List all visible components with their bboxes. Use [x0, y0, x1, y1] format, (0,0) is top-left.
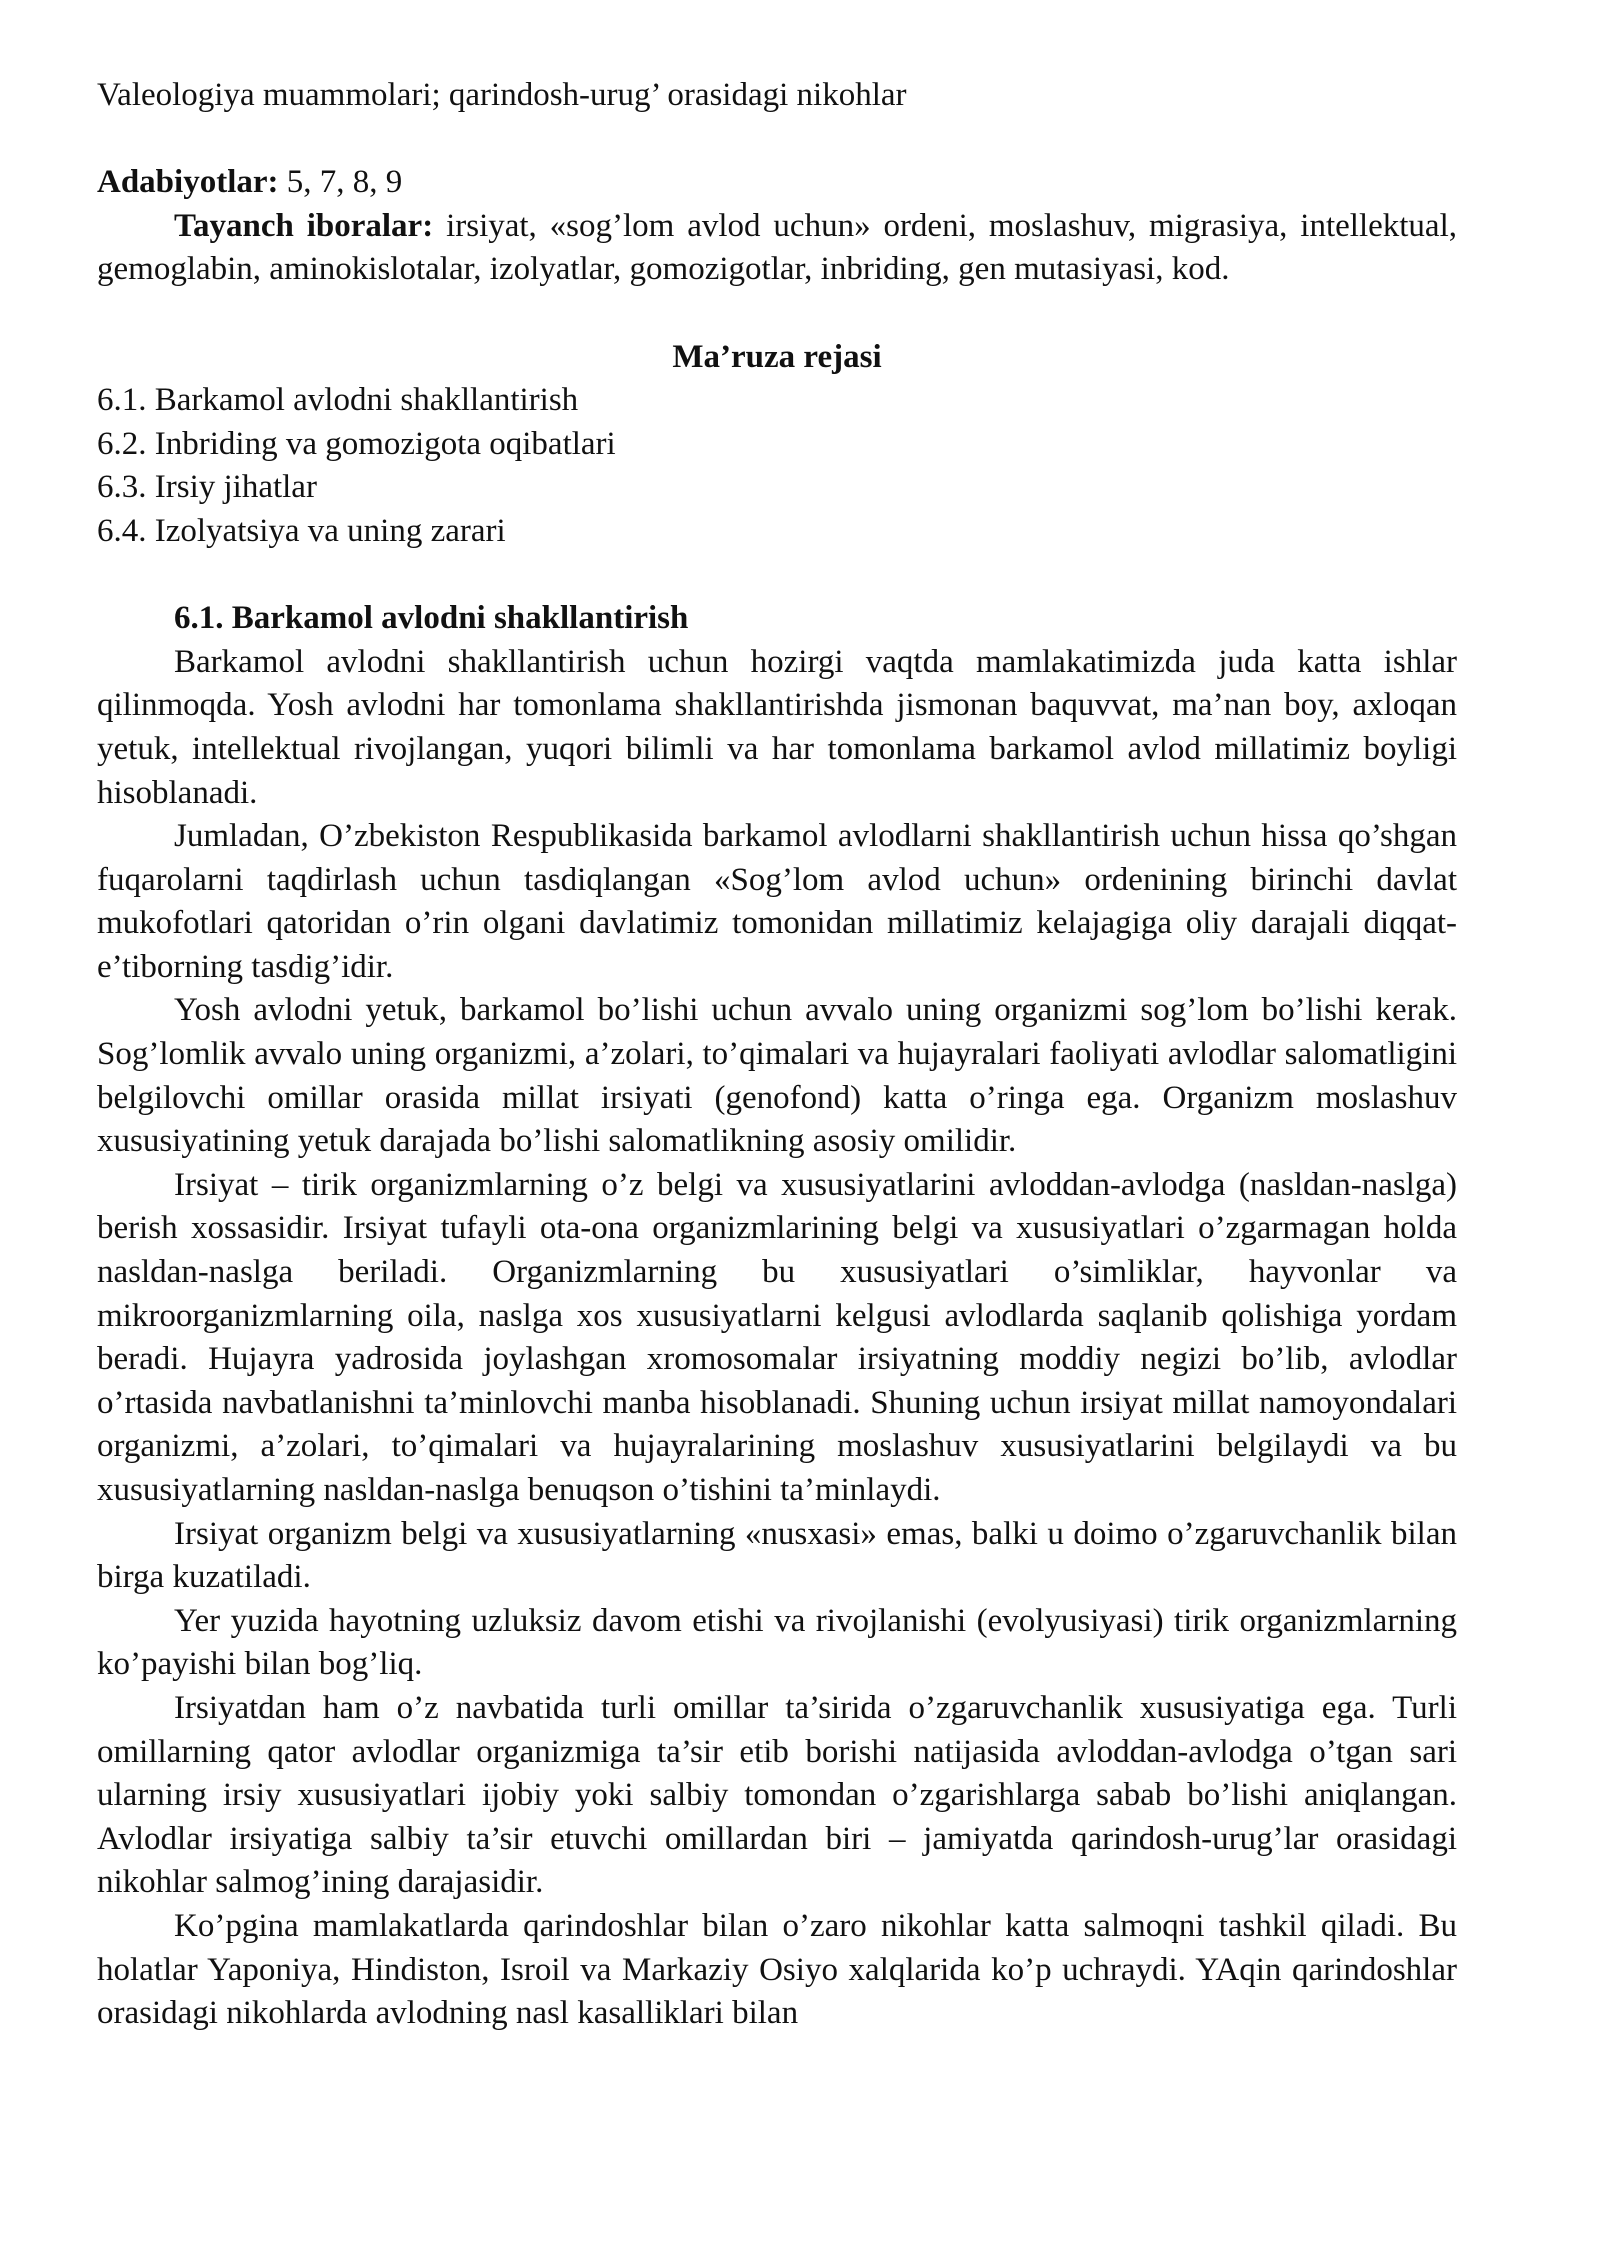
keywords-value: irsiyat, «sog’lom avlod uchun» ordeni, moslashuv, migrasiya, intellektual, gemoglabin, aminokislotalar, izolyatlar, gomozigotlar, inbriding, gen mutasiyasi, kod.: [97, 207, 1457, 288]
keywords-paragraph: [97, 205, 1457, 292]
literature-line: [97, 161, 1457, 205]
literature-value: 5, 7, 8, 9: [278, 164, 403, 201]
body-paragraph: Yer yuzida hayotning uzluksiz davom etishi va rivojlanishi (evolyusiyasi) tirik organizmlarning ko’payishi bilan bog’liq.: [97, 1602, 1457, 1683]
topic-line: Valeologiya muammolari; qarindosh-urug’ orasidagi nikohlar: [97, 77, 907, 113]
literature-label: Adabiyotlar:: [97, 164, 279, 201]
spacer: [97, 554, 1457, 598]
document-page: [97, 74, 1457, 2036]
body-paragraph: Irsiyat – tirik organizmlarning o’z belgi va xususiyatlarini avloddan-avlodga (nasldan-naslga) berish xossasidir. Irsiyat tufayli ota-ona organizmlarining belgi va xususiyatlari o’zgarmagan holda nasldan-naslga beriladi. Organizmlarning bu xususiyatlari o’simliklar, hayvonlar va mikroorganizmlarning oila, naslga xos xususiyatlarni kelgusi avlodlarda saqlanib qolishiga yordam beradi. Hujayra yadrosida joylashgan xromosomalar irsiyatning moddiy negizi bo’lib, avlodlar o’rtasida navbatlanishni ta’minlovchi manba hisoblanadi. Shuning uchun irsiyat millat namoyondalari organizmi, a’zolari, to’qimalari va hujayralarining moslashuv xususiyatlarini belgilaydi va bu xususiyatlarning nasldan-naslga benuqson o’tishini ta’minlaydi.: [97, 1166, 1457, 1508]
body-paragraph: Yosh avlodni yetuk, barkamol bo’lishi uchun avvalo uning organizmi sog’lom bo’lishi kerak. Sog’lomlik avvalo uning organizmi, a’zolari, to’qimalari va hujayralari faoliyati avlodlar salomatligini belgilovchi omillar orasida millat irsiyati (genofond) katta o’ringa ega. Organizm moslashuv xususiyatining yetuk darajada bo’lishi salomatlikning asosiy omilidir.: [97, 992, 1457, 1160]
body-paragraph: Irsiyat organizm belgi va xususiyatlarning «nusxasi» emas, balki u doimo o’zgaruvchanlik bilan birga kuzatiladi.: [97, 1515, 1457, 1596]
spacer: [97, 292, 1457, 336]
section-heading: 6.1. Barkamol avlodni shakllantirish: [174, 600, 689, 637]
body-paragraph: Jumladan, O’zbekiston Respublikasida barkamol avlodlarni shakllantirish uchun hissa qo’shgan fuqarolarni taqdirlash uchun tasdiqlangan «Sog’lom avlod uchun» ordenining birinchi davlat mukofotlari qatoridan o’rin olgani davlatimiz tomonidan millatimiz kelajagiga oliy darajali diqqat-e’tiborning tasdig’idir.: [97, 818, 1457, 985]
plan-item: 6.1. Barkamol avlodni shakllantirish: [97, 382, 579, 419]
body-paragraph: Ko’pgina mamlakatlarda qarindoshlar bilan o’zaro nikohlar katta salmoqni tashkil qiladi. Bu holatlar Yaponiya, Hindiston, Isroil va Markaziy Osiyo xalqlarida ko’p uchraydi. YAqin qarindoshlar orasidagi nikohlarda avlodning nasl kasalliklari bilan: [97, 1907, 1457, 2032]
plan-item: 6.3. Irsiy jihatlar: [97, 469, 317, 506]
plan-title: Ma’ruza rejasi: [672, 338, 882, 375]
keywords-label: Tayanch iboralar:: [174, 207, 434, 244]
body-paragraph: Irsiyatdan ham o’z navbatida turli omillar ta’sirida o’zgaruvchanlik xususiyatiga ega. Turli omillarning qator avlodlar organizmiga ta’sir etib borishi natijasida avloddan-avlodga o’tgan sari ularning irsiy xususiyatlari ijobiy yoki salbiy tomondan o’zgarishlarga sabab bo’lishi aniqlangan. Avlodlar irsiyatiga salbiy ta’sir etuvchi omillardan biri – jamiyatda qarindosh-urug’lar orasidagi nikohlar salmog’ining darajasidir.: [97, 1689, 1457, 1901]
plan-item: 6.2. Inbriding va gomozigota oqibatlari: [97, 425, 616, 462]
plan-item: 6.4. Izolyatsiya va uning zarari: [97, 512, 506, 549]
spacer: [97, 118, 1457, 162]
body-paragraph: Barkamol avlodni shakllantirish uchun hozirgi vaqtda mamlakatimizda juda katta ishlar qilinmoqda. Yosh avlodni har tomonlama shakllantirishda jismonan baquvvat, ma’nan boy, axloqan yetuk, intellektual rivojlangan, yuqori bilimli va har tomonlama barkamol avlod millatimiz boyligi hisoblanadi.: [97, 643, 1457, 811]
